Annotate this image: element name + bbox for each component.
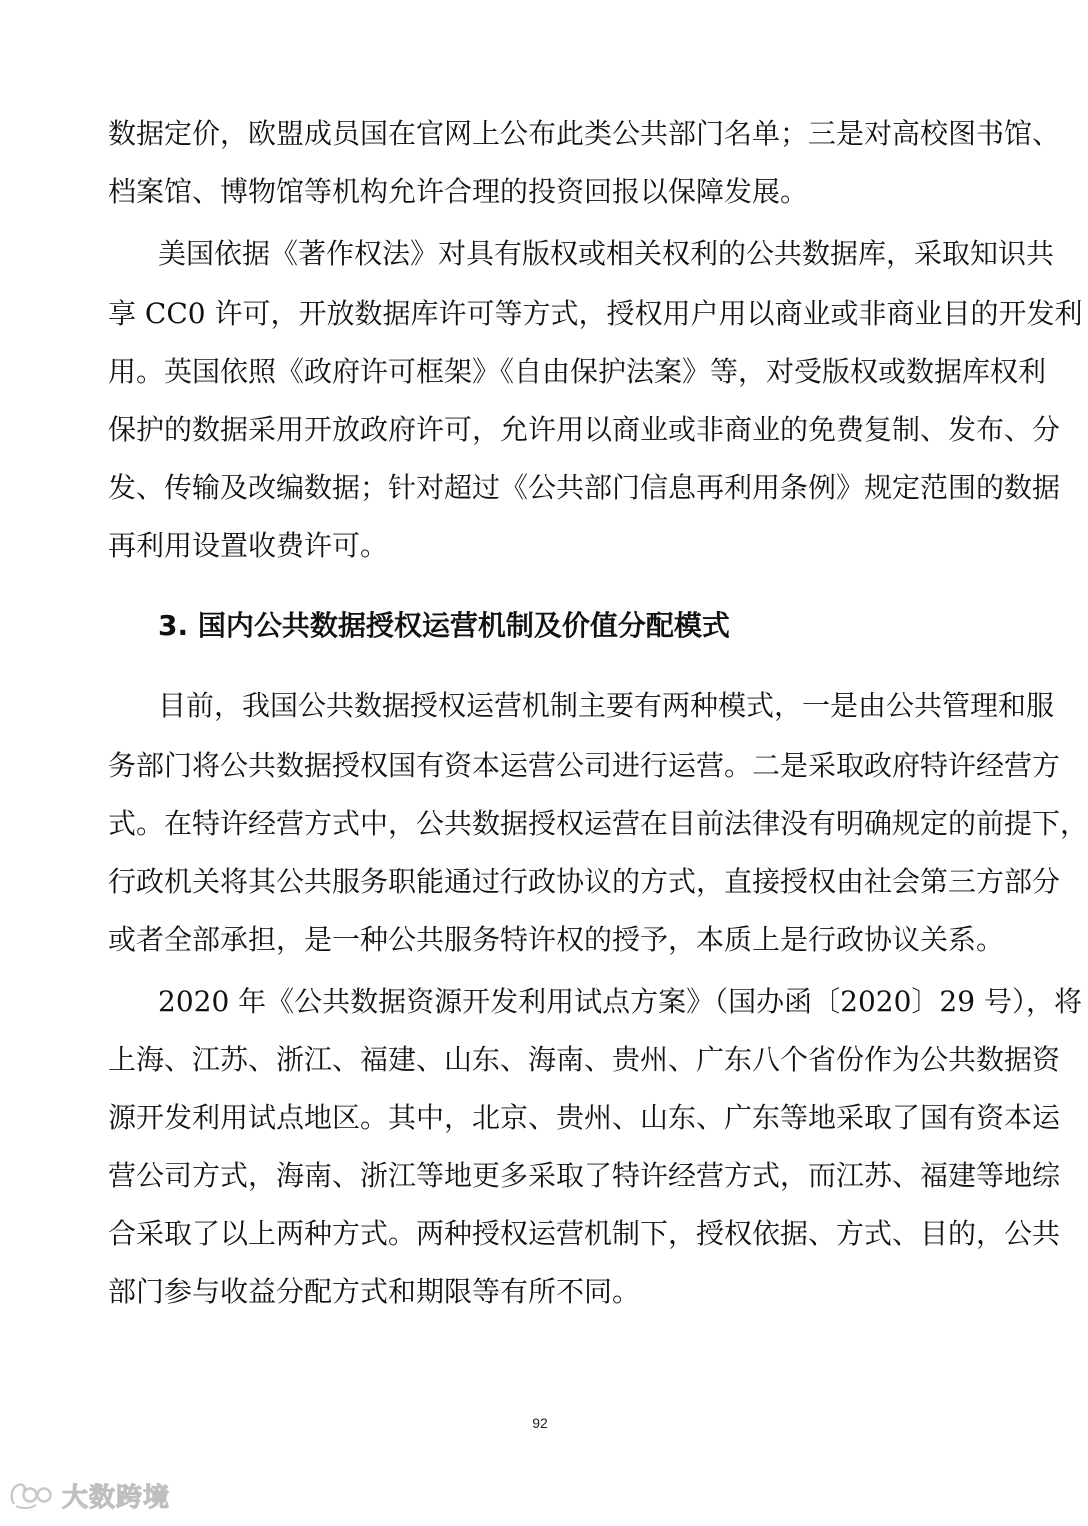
paragraph-line: 源开发利用试点地区。其中，北京、贵州、山东、广东等地采取了国有资本运 [108, 1101, 1061, 1134]
paragraph-line: 部门参与收益分配方式和期限等有所不同。 [108, 1275, 641, 1308]
paragraph-line: 上海、江苏、浙江、福建、山东、海南、贵州、广东八个省份作为公共数据资 [108, 1043, 1061, 1076]
paragraph-line: 档案馆、博物馆等机构允许合理的投资回报以保障发展。 [108, 175, 809, 208]
paragraph-line: 务部门将公共数据授权国有资本运营公司进行运营。二是采取政府特许经营方 [108, 749, 1061, 782]
paragraph-line: 美国依据《著作权法》对具有版权或相关权利的公共数据库，采取知识共 [158, 237, 1055, 270]
paragraph-line: 2020 年《公共数据资源开发利用试点方案》（国办函〔2020〕29 号），将 [158, 985, 1082, 1018]
paragraph-line: 营公司方式，海南、浙江等地更多采取了特许经营方式，而江苏、福建等地综 [108, 1159, 1061, 1192]
watermark-text: 大数跨境 [62, 1482, 171, 1513]
watermark-logo-icon [8, 1478, 56, 1512]
paragraph-line: 发、传输及改编数据；针对超过《公共部门信息再利用条例》规定范围的数据 [108, 471, 1061, 504]
page-number: 92 [532, 1415, 548, 1431]
paragraph-line: 享 CC0 许可，开放数据库许可等方式，授权用户用以商业或非商业目的开发利 [108, 297, 1083, 330]
paragraph-line: 保护的数据采用开放政府许可，允许用以商业或非商业的免费复制、发布、分 [108, 413, 1061, 446]
paragraph-line: 式。在特许经营方式中，公共数据授权运营在目前法律没有明确规定的前提下， [108, 807, 1088, 840]
paragraph-line: 合采取了以上两种方式。两种授权运营机制下，授权依据、方式、目的，公共 [108, 1217, 1061, 1250]
paragraph-line: 或者全部承担，是一种公共服务特许权的授予，本质上是行政协议关系。 [108, 923, 1005, 956]
paragraph-line: 用。英国依照《政府许可框架》《自由保护法案》等，对受版权或数据库权利 [108, 355, 1047, 388]
paragraph-line: 再利用设置收费许可。 [108, 529, 389, 562]
paragraph-line: 行政机关将其公共服务职能通过行政协议的方式，直接授权由社会第三方部分 [108, 865, 1061, 898]
paragraph-line: 数据定价，欧盟成员国在官网上公布此类公共部门名单；三是对高校图书馆、 [108, 117, 1061, 150]
section-heading: 3. 国内公共数据授权运营机制及价值分配模式 [158, 609, 730, 642]
paragraph-line: 目前，我国公共数据授权运营机制主要有两种模式，一是由公共管理和服 [158, 689, 1055, 722]
watermark [8, 1472, 170, 1518]
